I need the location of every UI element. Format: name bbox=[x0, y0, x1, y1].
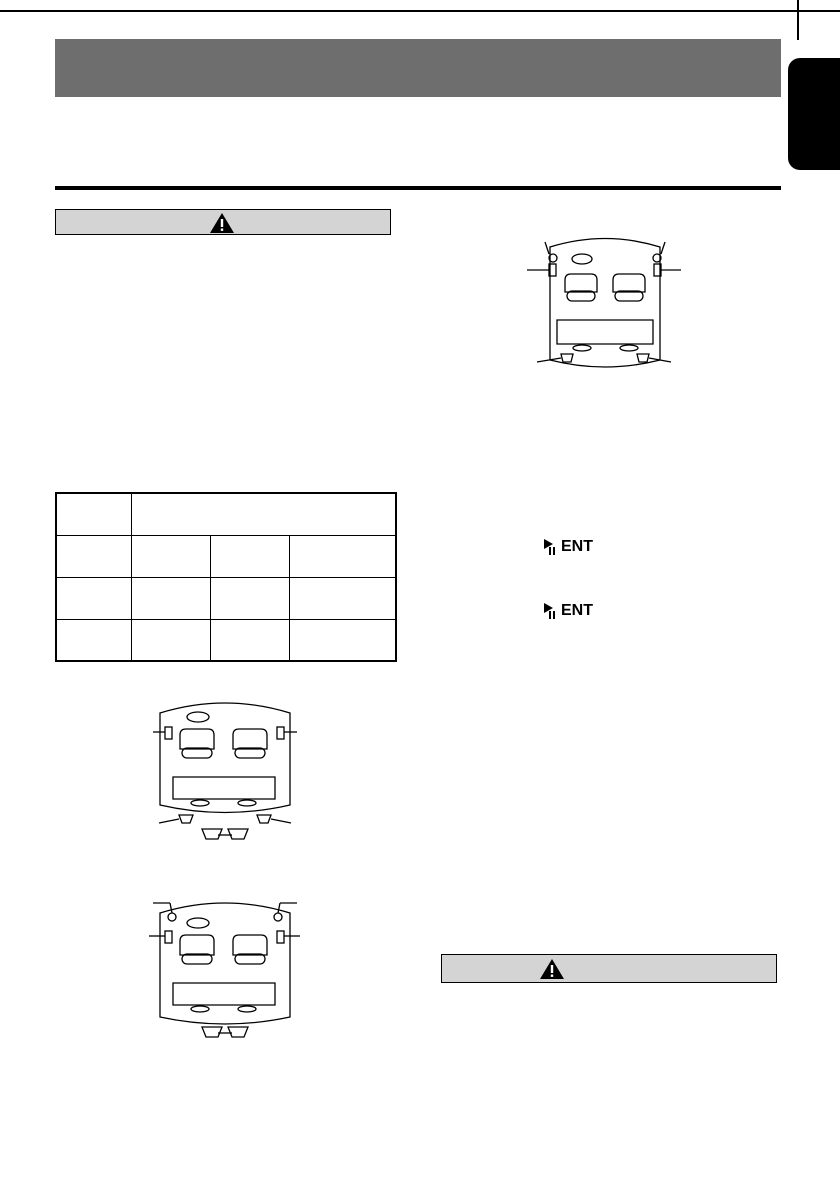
crop-mark-vertical bbox=[797, 0, 799, 40]
caution-banner-left bbox=[55, 209, 391, 235]
section-divider-rule bbox=[55, 186, 781, 190]
table-cell bbox=[290, 535, 397, 577]
play-pause-icon bbox=[544, 539, 555, 556]
play-pause-icon bbox=[544, 603, 555, 620]
table-cell bbox=[56, 493, 132, 535]
car-speaker-diagram-rear-sub bbox=[145, 695, 305, 845]
language-side-tab bbox=[788, 58, 840, 170]
car-speaker-diagram-tweeters-rear bbox=[535, 232, 675, 380]
warning-triangle-icon bbox=[210, 213, 234, 233]
section-header-bar bbox=[55, 39, 781, 97]
crop-mark-horizontal bbox=[0, 10, 840, 12]
ent-label: ENT bbox=[561, 602, 593, 619]
table-cell bbox=[132, 619, 211, 661]
table-cell bbox=[132, 535, 211, 577]
ent-label: ENT bbox=[561, 538, 593, 555]
table-cell bbox=[132, 493, 397, 535]
play-pause-ent-button-1 bbox=[544, 538, 593, 556]
caution-banner-right bbox=[441, 954, 777, 983]
table-cell bbox=[132, 577, 211, 619]
table-cell bbox=[211, 535, 290, 577]
table-cell bbox=[56, 577, 132, 619]
table-cell bbox=[56, 619, 132, 661]
table-cell bbox=[56, 535, 132, 577]
table-cell bbox=[290, 619, 397, 661]
table-cell bbox=[211, 577, 290, 619]
warning-triangle-icon bbox=[540, 959, 564, 979]
play-pause-ent-button-2 bbox=[544, 602, 593, 620]
car-speaker-diagram-tweeters-sub bbox=[145, 895, 305, 1045]
table-cell bbox=[290, 577, 397, 619]
settings-table bbox=[55, 492, 397, 662]
table-cell bbox=[211, 619, 290, 661]
